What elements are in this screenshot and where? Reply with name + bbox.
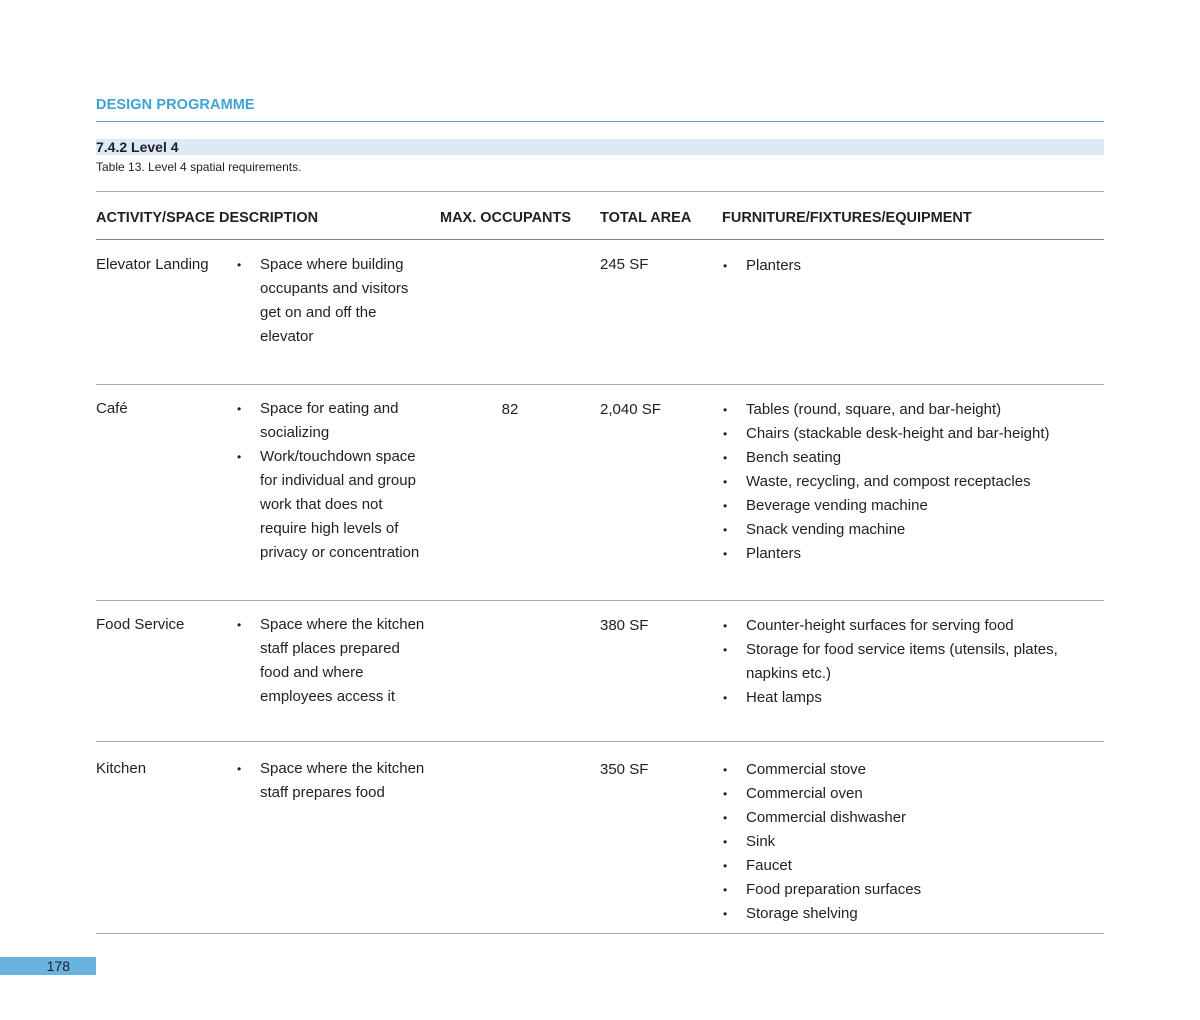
furniture-item: • Tables (round, square, and bar-height)	[722, 398, 1102, 422]
furniture-item: • Bench seating	[722, 446, 1102, 470]
subsection-heading: 7.4.2 Level 4	[96, 139, 179, 155]
row-area: 2,040 SF	[600, 401, 661, 418]
furniture-item: • Storage for food service items (utensils, plates, napkins etc.)	[722, 638, 1102, 686]
row-name: Elevator Landing	[96, 256, 209, 273]
row-furniture	[722, 398, 1102, 566]
column-header-area: TOTAL AREA	[600, 210, 692, 226]
row-name: Kitchen	[96, 760, 147, 777]
row-furniture	[722, 614, 1102, 710]
furniture-item: • Faucet	[722, 854, 1102, 878]
furniture-item: • Storage shelving	[722, 902, 1102, 926]
row-divider	[96, 384, 1104, 385]
furniture-item: • Planters	[722, 254, 1102, 278]
description-item: • Space where building occupants and visitors get on and off the elevator	[236, 253, 426, 349]
furniture-item: • Chairs (stackable desk-height and bar-height)	[722, 422, 1102, 446]
row-divider	[96, 741, 1104, 742]
section-title: DESIGN PROGRAMME	[96, 97, 255, 113]
row-description	[236, 397, 426, 565]
column-header-occupants: MAX. OCCUPANTS	[440, 210, 572, 226]
row-name: Café	[96, 400, 128, 417]
page-header	[96, 96, 1104, 122]
page-number: 178	[46, 958, 70, 974]
furniture-item: • Waste, recycling, and compost receptacles	[722, 470, 1102, 494]
furniture-item: • Planters	[722, 542, 1102, 566]
row-furniture	[722, 254, 1102, 278]
description-item: • Work/touchdown space for individual and group work that does not require high levels of privacy or concentration	[236, 445, 426, 565]
furniture-item: • Commercial stove	[722, 758, 1102, 782]
row-description	[236, 613, 426, 709]
furniture-item: • Commercial oven	[722, 782, 1102, 806]
description-item: • Space for eating and socializing	[236, 397, 426, 445]
furniture-item: • Counter-height surfaces for serving food	[722, 614, 1102, 638]
row-area: 245 SF	[600, 256, 649, 273]
description-item: • Space where the kitchen staff prepares food	[236, 757, 426, 805]
furniture-item: • Heat lamps	[722, 686, 1102, 710]
table-caption: Table 13. Level 4 spatial requirements.	[96, 160, 302, 174]
row-divider	[96, 600, 1104, 601]
row-furniture	[722, 758, 1102, 926]
furniture-item: • Sink	[722, 830, 1102, 854]
furniture-item: • Snack vending machine	[722, 518, 1102, 542]
row-area: 380 SF	[600, 617, 649, 634]
table-top-rule	[96, 191, 1104, 192]
row-name: Food Service	[96, 616, 185, 633]
row-description	[236, 757, 426, 805]
furniture-item: • Commercial dishwasher	[722, 806, 1102, 830]
table-bottom-rule	[96, 933, 1104, 934]
column-header-furniture: FURNITURE/FIXTURES/EQUIPMENT	[722, 210, 972, 226]
heading-band	[96, 139, 1104, 155]
row-description	[236, 253, 426, 349]
furniture-item: • Food preparation surfaces	[722, 878, 1102, 902]
header-rule	[96, 239, 1104, 240]
row-occupants: 82	[501, 401, 519, 418]
row-area: 350 SF	[600, 761, 649, 778]
description-item: • Space where the kitchen staff places prepared food and where employees access it	[236, 613, 426, 709]
furniture-item: • Beverage vending machine	[722, 494, 1102, 518]
column-header-activity: ACTIVITY/SPACE DESCRIPTION	[96, 210, 319, 226]
